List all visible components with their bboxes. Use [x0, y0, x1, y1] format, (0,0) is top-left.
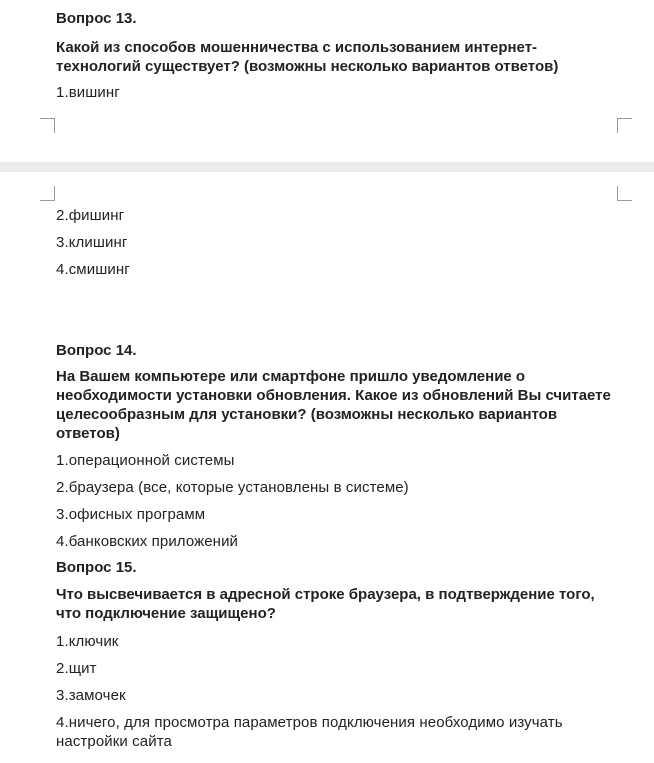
question-14-option-2: 2.браузера (все, которые установлены в системе)	[56, 479, 409, 496]
page-corner-mark-bottom-left	[40, 118, 55, 133]
page-corner-mark-top-right	[617, 186, 632, 201]
question-14-option-1: 1.операционной системы	[56, 452, 235, 469]
question-14-text-line-1: На Вашем компьютере или смартфоне пришло уведомление о	[56, 368, 526, 385]
question-13-text-line-2: технологий существует? (возможны несколько вариантов ответов)	[56, 58, 559, 75]
page-break	[0, 162, 654, 172]
question-14-option-3: 3.офисных программ	[56, 506, 206, 523]
question-13-heading: Вопрос 13.	[56, 10, 137, 27]
question-15-text-line-2: что подключение защищено?	[56, 605, 276, 622]
question-13-option-1: 1.вишинг	[56, 84, 120, 101]
page-corner-mark-bottom-right	[617, 118, 632, 133]
document-page-1	[0, 0, 654, 162]
question-15-text-line-1: Что высвечивается в адресной строке браузера, в подтверждение того,	[56, 586, 595, 603]
question-15-heading: Вопрос 15.	[56, 559, 137, 576]
question-14-text-line-4: ответов)	[56, 425, 120, 442]
page-corner-mark-top-left	[40, 186, 55, 201]
question-13-option-4: 4.смишинг	[56, 261, 130, 278]
question-13-text-line-1: Какой из способов мошенничества с использованием интернет-	[56, 39, 538, 56]
question-14-heading: Вопрос 14.	[56, 342, 137, 359]
question-15-option-1: 1.ключик	[56, 633, 119, 650]
question-15-option-4-line-2: настройки сайта	[56, 733, 172, 750]
document-page-2	[0, 172, 654, 763]
question-13-option-2: 2.фишинг	[56, 207, 125, 224]
question-14-text-line-2: необходимости установки обновления. Какое из обновлений Вы считаете	[56, 387, 611, 404]
question-15-option-4-line-1: 4.ничего, для просмотра параметров подключения необходимо изучать	[56, 714, 563, 731]
question-15-option-2: 2.щит	[56, 660, 97, 677]
question-13-option-3: 3.клишинг	[56, 234, 128, 251]
question-15-option-3: 3.замочек	[56, 687, 126, 704]
question-14-option-4: 4.банковских приложений	[56, 533, 239, 550]
question-14-text-line-3: целесообразным для установки? (возможны несколько вариантов	[56, 406, 558, 423]
